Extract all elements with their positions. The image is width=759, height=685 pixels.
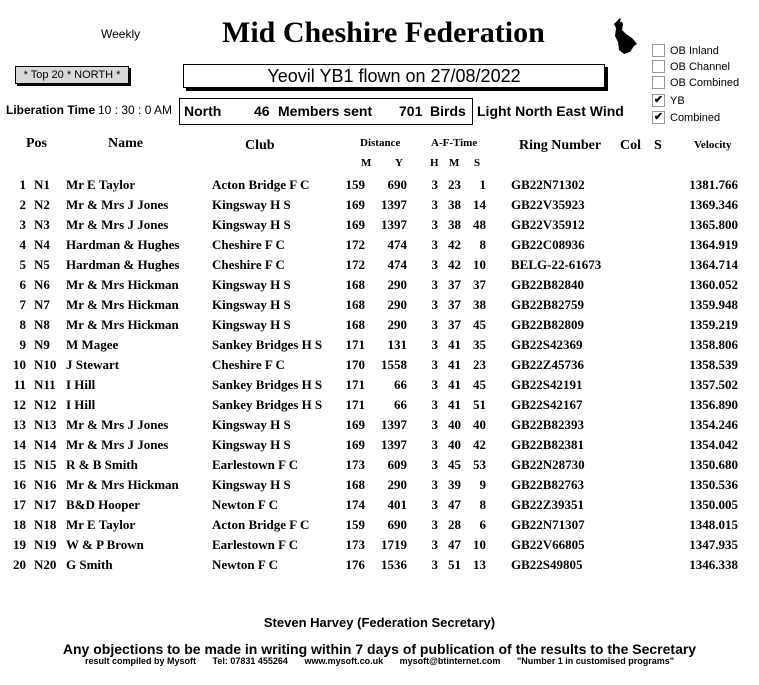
row-section-position: N8 (34, 317, 50, 332)
row-yards: 66 (394, 377, 407, 392)
liberation-label: Liberation Time (6, 103, 96, 117)
row-ring-number: GB22S42167 (511, 397, 583, 412)
option-label: OB Inland (670, 44, 719, 57)
checkbox-checked-icon[interactable]: ✔ (653, 94, 664, 106)
row-seconds: 10 (473, 257, 486, 272)
checkbox-empty-icon[interactable] (652, 60, 665, 73)
row-name: J Stewart (66, 357, 120, 372)
row-ring-number: BELG-22-61673 (511, 257, 602, 272)
slogan: "Number 1 in customised programs" (516, 656, 675, 666)
col-velocity: Velocity (694, 139, 732, 151)
liberation-time: 10 : 30 : 0 AM (98, 103, 173, 117)
option-ob-channel[interactable] (652, 60, 730, 73)
row-name: M Magee (66, 337, 119, 352)
row-section-position: N3 (34, 217, 50, 232)
row-club: Kingsway H S (212, 197, 291, 212)
row-seconds: 45 (473, 317, 486, 332)
row-position: 14 (13, 437, 26, 452)
col-ring: Ring Number (519, 138, 602, 153)
row-miles: 169 (345, 197, 365, 212)
row-name: R & B Smith (66, 457, 138, 472)
row-yards: 474 (387, 257, 407, 272)
table-row (0, 437, 759, 457)
row-velocity: 1364.919 (689, 237, 738, 252)
row-name: Mr & Mrs Hickman (66, 277, 179, 292)
row-hours: 3 (431, 557, 438, 572)
table-row (0, 257, 759, 277)
row-minutes: 41 (448, 377, 461, 392)
table-row (0, 357, 759, 377)
row-yards: 401 (387, 497, 407, 512)
row-club: Sankey Bridges H S (212, 337, 323, 352)
row-position: 10 (13, 357, 26, 372)
row-velocity: 1346.338 (689, 557, 738, 572)
row-miles: 168 (345, 297, 365, 312)
row-yards: 1558 (381, 357, 407, 372)
row-position: 3 (19, 217, 26, 232)
row-club: Cheshire F C (212, 357, 285, 372)
row-yards: 1536 (381, 557, 407, 572)
col-time-h: H (430, 157, 439, 169)
row-miles: 171 (345, 397, 365, 412)
row-section-position: N16 (34, 477, 57, 492)
row-name: I Hill (66, 397, 96, 412)
row-yards: 1397 (381, 197, 407, 212)
wind-conditions: Light North East Wind (477, 103, 624, 119)
row-minutes: 42 (448, 257, 461, 272)
row-club: Newton F C (212, 557, 278, 572)
col-dist-m: M (361, 157, 372, 169)
table-row (0, 417, 759, 437)
row-position: 11 (13, 377, 26, 392)
row-name: Mr & Mrs J Jones (66, 417, 169, 432)
row-minutes: 37 (448, 277, 461, 292)
row-name: Hardman & Hughes (66, 257, 180, 272)
row-name: Mr & Mrs J Jones (66, 197, 169, 212)
table-row (0, 477, 759, 497)
row-yards: 1397 (381, 417, 407, 432)
pigeon-logo-icon (610, 16, 640, 56)
row-seconds: 10 (473, 537, 486, 552)
row-name: Mr & Mrs Hickman (66, 317, 179, 332)
row-ring-number: GB22N28730 (511, 457, 585, 472)
table-row (0, 317, 759, 337)
row-minutes: 41 (448, 397, 461, 412)
row-ring-number: GB22S42191 (511, 377, 583, 392)
row-ring-number: GB22V66805 (511, 537, 585, 552)
row-section-position: N20 (34, 557, 57, 572)
row-section-position: N7 (34, 297, 50, 312)
row-seconds: 6 (479, 517, 486, 532)
row-position: 6 (19, 277, 26, 292)
table-row (0, 297, 759, 317)
row-position: 2 (19, 197, 26, 212)
row-velocity: 1356.890 (689, 397, 738, 412)
row-yards: 474 (387, 237, 407, 252)
row-hours: 3 (431, 257, 438, 272)
row-section-position: N5 (34, 257, 50, 272)
row-miles: 168 (345, 477, 365, 492)
row-club: Kingsway H S (212, 277, 291, 292)
row-miles: 159 (345, 177, 365, 192)
row-club: Cheshire F C (212, 237, 285, 252)
row-minutes: 47 (448, 537, 461, 552)
row-position: 8 (19, 317, 26, 332)
option-ob-inland[interactable] (652, 44, 719, 57)
row-club: Sankey Bridges H S (212, 397, 323, 412)
row-position: 13 (13, 417, 26, 432)
col-colour: Col (620, 138, 641, 153)
row-velocity: 1350.005 (689, 497, 738, 512)
members-label: Members sent (278, 103, 373, 119)
row-ring-number: GB22V35912 (511, 217, 585, 232)
option-label: OB Channel (670, 60, 730, 73)
row-seconds: 35 (473, 337, 486, 352)
table-row (0, 537, 759, 557)
row-hours: 3 (431, 317, 438, 332)
website-link[interactable]: www.mysoft.co.uk (304, 656, 384, 666)
option-label: OB Combined (670, 76, 740, 89)
software-footer (0, 656, 759, 666)
col-time-m: M (449, 157, 460, 169)
row-hours: 3 (431, 537, 438, 552)
top20-badge: * Top 20 * NORTH * (15, 66, 129, 84)
col-distance: Distance (360, 137, 401, 149)
row-velocity: 1347.935 (689, 537, 738, 552)
secretary-name: Steven Harvey (Federation Secretary) (263, 615, 496, 630)
row-velocity: 1357.502 (689, 377, 738, 392)
table-row (0, 237, 759, 257)
row-section-position: N15 (34, 457, 57, 472)
row-section-position: N13 (34, 417, 57, 432)
row-yards: 690 (387, 517, 407, 532)
table-row (0, 197, 759, 217)
row-yards: 1397 (381, 437, 407, 452)
row-section-position: N6 (34, 277, 50, 292)
row-position: 1 (19, 177, 26, 192)
row-miles: 174 (345, 497, 365, 512)
weekly-label: Weekly (101, 27, 141, 41)
row-hours: 3 (431, 437, 438, 452)
row-miles: 172 (345, 237, 365, 252)
row-minutes: 41 (448, 337, 461, 352)
row-hours: 3 (431, 457, 438, 472)
row-section-position: N18 (34, 517, 57, 532)
row-minutes: 51 (448, 557, 461, 572)
row-hours: 3 (431, 277, 438, 292)
row-hours: 3 (431, 497, 438, 512)
row-ring-number: GB22Z45736 (511, 357, 584, 372)
row-seconds: 13 (473, 557, 486, 572)
row-hours: 3 (431, 337, 438, 352)
option-ob-combined[interactable] (652, 76, 739, 89)
row-position: 7 (19, 297, 26, 312)
row-seconds: 42 (473, 437, 486, 452)
row-seconds: 37 (473, 277, 486, 292)
row-miles: 171 (345, 337, 365, 352)
table-row (0, 457, 759, 477)
row-seconds: 9 (479, 477, 486, 492)
row-hours: 3 (431, 177, 438, 192)
row-seconds: 14 (473, 197, 486, 212)
option-yb[interactable] (652, 94, 685, 107)
option-combined[interactable] (652, 111, 720, 124)
row-hours: 3 (431, 477, 438, 492)
row-name: Mr E Taylor (66, 517, 136, 532)
row-yards: 1719 (381, 537, 407, 552)
row-miles: 172 (345, 257, 365, 272)
row-ring-number: GB22B82763 (511, 477, 584, 492)
row-section-position: N14 (34, 437, 57, 452)
row-name: Mr & Mrs J Jones (66, 217, 169, 232)
row-section-position: N12 (34, 397, 57, 412)
row-miles: 168 (345, 317, 365, 332)
row-minutes: 40 (448, 437, 461, 452)
row-yards: 690 (387, 177, 407, 192)
table-row (0, 517, 759, 537)
row-minutes: 38 (448, 197, 461, 212)
row-ring-number: GB22C08936 (511, 237, 585, 252)
row-hours: 3 (431, 397, 438, 412)
row-velocity: 1369.346 (689, 197, 738, 212)
row-minutes: 41 (448, 357, 461, 372)
objections-notice: Any objections to be made in writing within 7 days of publication of the results to the Secretary (62, 641, 697, 657)
row-ring-number: GB22B82840 (511, 277, 584, 292)
birds-label: Birds (430, 103, 466, 119)
col-sex: S (654, 138, 662, 153)
row-section-position: N4 (34, 237, 50, 252)
row-position: 12 (13, 397, 26, 412)
row-velocity: 1354.246 (689, 417, 738, 432)
table-row (0, 277, 759, 297)
row-velocity: 1354.042 (689, 437, 738, 452)
checkbox-checked-icon[interactable]: ✔ (653, 111, 664, 123)
row-section-position: N10 (34, 357, 57, 372)
row-name: Mr E Taylor (66, 177, 136, 192)
row-hours: 3 (431, 197, 438, 212)
section-summary-box (179, 98, 473, 125)
row-position: 15 (13, 457, 26, 472)
checkbox-empty-icon[interactable] (652, 44, 665, 57)
compiled-by: result compiled by Mysoft (84, 656, 196, 666)
row-yards: 290 (387, 297, 407, 312)
row-ring-number: GB22B82759 (511, 297, 584, 312)
row-position: 9 (19, 337, 26, 352)
row-miles: 169 (345, 217, 365, 232)
row-hours: 3 (431, 417, 438, 432)
table-row (0, 557, 759, 577)
row-yards: 290 (387, 477, 407, 492)
row-miles: 159 (345, 517, 365, 532)
row-position: 19 (13, 537, 26, 552)
row-ring-number: GB22B82393 (511, 417, 584, 432)
row-club: Cheshire F C (212, 257, 285, 272)
row-ring-number: GB22N71302 (511, 177, 585, 192)
row-velocity: 1358.539 (689, 357, 738, 372)
row-seconds: 53 (473, 457, 486, 472)
row-club: Earlestown F C (212, 457, 299, 472)
row-minutes: 37 (448, 297, 461, 312)
option-label: YB (670, 94, 685, 107)
row-seconds: 8 (479, 237, 486, 252)
row-section-position: N2 (34, 197, 50, 212)
row-position: 20 (13, 557, 26, 572)
row-position: 18 (13, 517, 26, 532)
col-aftime: A-F-Time (431, 137, 478, 149)
row-name: W & P Brown (66, 537, 144, 552)
col-time-s: S (474, 157, 481, 169)
row-club: Kingsway H S (212, 437, 291, 452)
row-club: Newton F C (212, 497, 278, 512)
option-label: Combined (670, 111, 721, 124)
row-velocity: 1359.219 (689, 317, 738, 332)
row-velocity: 1364.714 (689, 257, 738, 272)
row-seconds: 23 (473, 357, 486, 372)
row-club: Kingsway H S (212, 417, 291, 432)
row-minutes: 42 (448, 237, 461, 252)
table-row (0, 397, 759, 417)
row-yards: 1397 (381, 217, 407, 232)
table-row (0, 217, 759, 237)
row-miles: 169 (345, 437, 365, 452)
row-minutes: 47 (448, 497, 461, 512)
row-minutes: 39 (448, 477, 461, 492)
row-miles: 176 (345, 557, 365, 572)
table-row (0, 177, 759, 197)
row-name: Mr & Mrs J Jones (66, 437, 169, 452)
row-velocity: 1348.015 (689, 517, 738, 532)
row-miles: 168 (345, 277, 365, 292)
row-minutes: 37 (448, 317, 461, 332)
row-seconds: 48 (473, 217, 486, 232)
row-club: Sankey Bridges H S (212, 377, 323, 392)
row-club: Earlestown F C (212, 537, 299, 552)
row-ring-number: GB22S42369 (511, 337, 583, 352)
row-ring-number: GB22N71307 (511, 517, 585, 532)
row-minutes: 45 (448, 457, 461, 472)
table-row (0, 497, 759, 517)
row-yards: 66 (394, 397, 407, 412)
row-velocity: 1360.052 (689, 277, 738, 292)
row-miles: 169 (345, 417, 365, 432)
table-row (0, 337, 759, 357)
row-velocity: 1381.766 (689, 177, 738, 192)
row-section-position: N1 (34, 177, 50, 192)
checkbox-empty-icon[interactable] (652, 76, 665, 89)
row-club: Kingsway H S (212, 297, 291, 312)
row-name: G Smith (66, 557, 113, 572)
col-club: Club (245, 138, 275, 153)
row-hours: 3 (431, 357, 438, 372)
telephone: Tel: 07831 455264 (212, 656, 288, 666)
row-club: Kingsway H S (212, 217, 291, 232)
row-yards: 131 (387, 337, 407, 352)
row-ring-number: GB22B82809 (511, 317, 584, 332)
row-club: Acton Bridge F C (212, 177, 310, 192)
row-name: B&D Hooper (66, 497, 141, 512)
row-seconds: 1 (479, 177, 486, 192)
row-hours: 3 (431, 217, 438, 232)
row-seconds: 40 (473, 417, 486, 432)
row-position: 17 (13, 497, 26, 512)
row-velocity: 1350.536 (689, 477, 738, 492)
row-club: Kingsway H S (212, 477, 291, 492)
row-club: Kingsway H S (212, 317, 291, 332)
row-position: 5 (19, 257, 26, 272)
row-ring-number: GB22S49805 (511, 557, 583, 572)
row-minutes: 23 (448, 177, 461, 192)
row-minutes: 28 (448, 517, 461, 532)
row-section-position: N17 (34, 497, 57, 512)
members-count: 46 (254, 103, 270, 119)
row-velocity: 1358.806 (689, 337, 738, 352)
row-yards: 609 (387, 457, 407, 472)
row-hours: 3 (431, 517, 438, 532)
section-name: North (184, 103, 222, 119)
race-title: Yeovil YB1 flown on 27/08/2022 (183, 64, 605, 88)
col-dist-y: Y (395, 157, 403, 169)
birds-count: 701 (399, 103, 423, 119)
row-section-position: N19 (34, 537, 57, 552)
row-hours: 3 (431, 297, 438, 312)
row-seconds: 51 (473, 397, 486, 412)
row-name: Mr & Mrs Hickman (66, 297, 179, 312)
row-minutes: 38 (448, 217, 461, 232)
row-position: 4 (19, 237, 26, 252)
row-seconds: 38 (473, 297, 486, 312)
table-row (0, 377, 759, 397)
row-name: I Hill (66, 377, 96, 392)
row-hours: 3 (431, 237, 438, 252)
row-club: Acton Bridge F C (212, 517, 310, 532)
row-minutes: 40 (448, 417, 461, 432)
row-miles: 173 (345, 537, 365, 552)
row-seconds: 8 (479, 497, 486, 512)
row-velocity: 1350.680 (689, 457, 738, 472)
row-velocity: 1365.800 (689, 217, 738, 232)
row-ring-number: GB22Z39351 (511, 497, 584, 512)
row-seconds: 45 (473, 377, 486, 392)
row-velocity: 1359.948 (689, 297, 738, 312)
row-miles: 173 (345, 457, 365, 472)
page-title: Mid Cheshire Federation (222, 16, 545, 49)
row-ring-number: GB22V35923 (511, 197, 585, 212)
row-miles: 170 (345, 357, 365, 372)
row-position: 16 (13, 477, 26, 492)
row-section-position: N9 (34, 337, 50, 352)
row-yards: 290 (387, 317, 407, 332)
row-miles: 171 (345, 377, 365, 392)
row-hours: 3 (431, 377, 438, 392)
row-name: Hardman & Hughes (66, 237, 180, 252)
row-ring-number: GB22B82381 (511, 437, 584, 452)
row-yards: 290 (387, 277, 407, 292)
email-link[interactable]: mysoft@btinternet.com (399, 656, 501, 666)
row-section-position: N11 (34, 377, 56, 392)
row-name: Mr & Mrs Hickman (66, 477, 179, 492)
col-pos: Pos (26, 136, 47, 151)
col-name: Name (108, 136, 143, 151)
